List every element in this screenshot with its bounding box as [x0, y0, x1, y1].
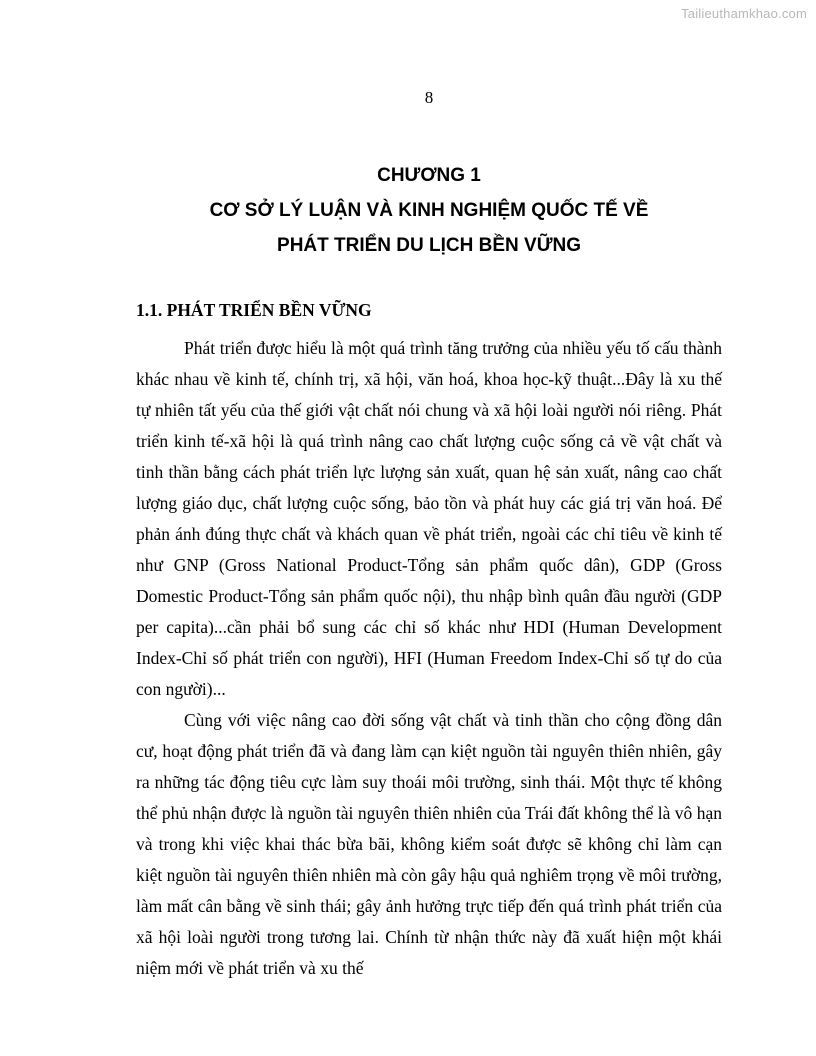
- section-heading: 1.1. PHÁT TRIỂN BỀN VỮNG: [136, 300, 372, 320]
- chapter-heading: [0, 158, 816, 263]
- watermark: Tailieuthamkhao.com: [681, 6, 807, 21]
- chapter-label: CHƯƠNG 1: [377, 165, 481, 186]
- chapter-title-line2: PHÁT TRIỂN DU LỊCH BỀN VỮNG: [277, 235, 581, 256]
- paragraph-2: Cùng với việc nâng cao đời sống vật chất và tinh thần cho cộng đồng dân cư, hoạt động phát triển đã và đang làm cạn kiệt nguồn tài nguyên thiên nhiên, gây ra những tác động tiêu cực làm suy thoái môi trường, sinh thái. Một thực tế không thể phủ nhận được là nguồn tài nguyên thiên nhiên của Trái đất không thể là vô hạn và trong khi việc khai thác bừa bãi, không kiểm soát được sẽ không chỉ làm cạn kiệt nguồn tài nguyên thiên nhiên mà còn gây hậu quả nghiêm trọng về môi trường, làm mất cân bằng về sinh thái; gây ảnh hưởng trực tiếp đến quá trình phát triển của xã hội loài người trong tương lai. Chính từ nhận thức này đã xuất hiện một khái niệm mới về phát triển và xu thế: [136, 710, 722, 978]
- paragraph-1: Phát triển được hiểu là một quá trình tăng trưởng của nhiều yếu tố cấu thành khác nhau về kinh tế, chính trị, xã hội, văn hoá, khoa học-kỹ thuật...Đây là xu thế tự nhiên tất yếu của thế giới vật chất nói chung và xã hội loài người nói riêng. Phát triển kinh tế-xã hội là quá trình nâng cao chất lượng cuộc sống cả về vật chất và tinh thần bằng cách phát triển lực lượng sản xuất, quan hệ sản xuất, nâng cao chất lượng giáo dục, chất lượng cuộc sống, bảo tồn và phát huy các giá trị văn hoá. Để phản ánh đúng thực chất và khách quan về phát triển, ngoài các chỉ tiêu về kinh tế như GNP (Gross National Product-Tổng sản phẩm quốc dân), GDP (Gross Domestic Product-Tổng sản phẩm quốc nội), thu nhập bình quân đầu người (GDP per capita)...cần phải bổ sung các chỉ số khác như HDI (Human Development Index-Chỉ số phát triển con người), HFI (Human Freedom Index-Chỉ số tự do của con người)...: [136, 338, 722, 699]
- chapter-title-line1: CƠ SỞ LÝ LUẬN VÀ KINH NGHIỆM QUỐC TẾ VỀ: [209, 200, 649, 221]
- page-number: 8: [424, 88, 434, 107]
- body-text: [136, 333, 722, 984]
